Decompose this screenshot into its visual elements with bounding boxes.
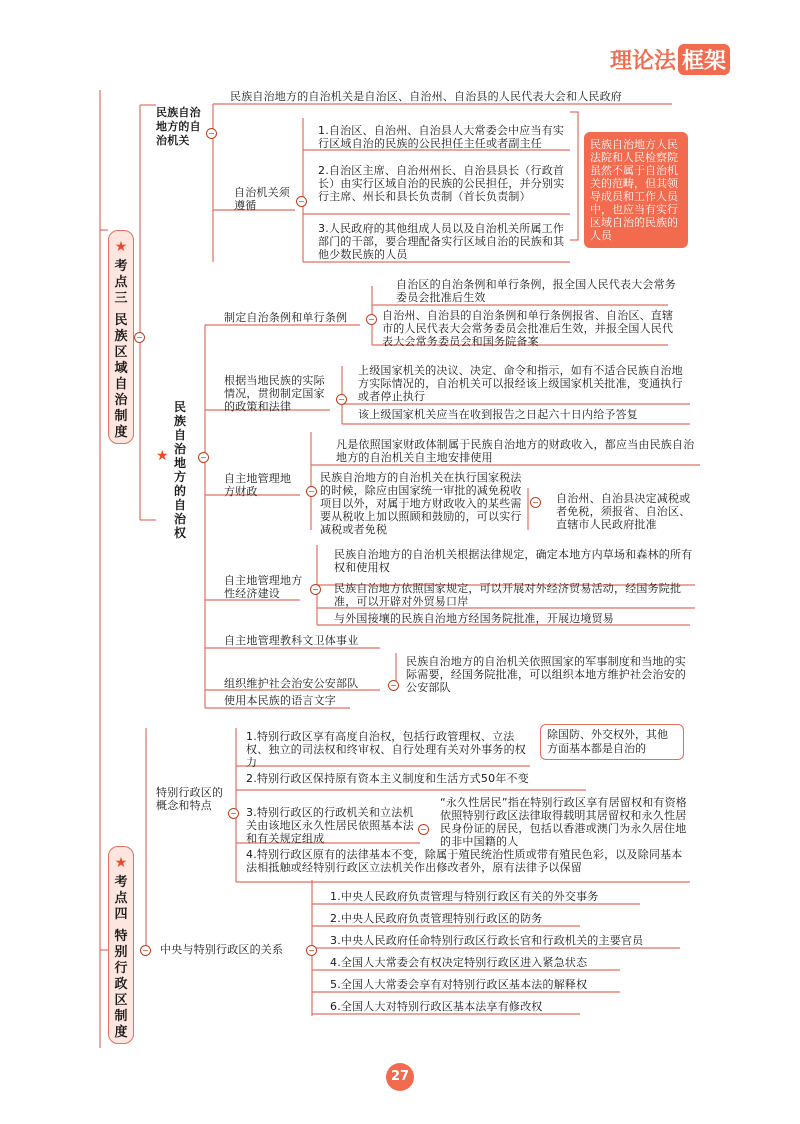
brand-text: 理论法 xyxy=(609,49,676,74)
relation-item-6: 6.全国人大对特别行政区基本法享有修改权 xyxy=(330,1000,543,1013)
collapse-icon[interactable]: − xyxy=(418,824,429,835)
relation-item-2: 2.中央人民政府负责管理特别行政区的防务 xyxy=(330,912,543,925)
organ-label: 民族自治地方的自治机关 xyxy=(156,106,201,147)
page-number: 27 xyxy=(386,1063,414,1091)
organ-definition: 民族自治地方的自治机关是自治区、自治州、自治县的人民代表大会和人民政府 xyxy=(230,90,622,103)
section4-label-sub: 特别行政区制度 xyxy=(114,929,128,1040)
collapse-icon[interactable]: − xyxy=(206,128,217,139)
collapse-icon[interactable]: − xyxy=(388,680,399,691)
relation-item-5: 5.全国人大常委会享有对特别行政区基本法的解释权 xyxy=(330,978,588,991)
economy-item-3: 与外国接壤的民族自治地方经国务院批准，开展边境贸易 xyxy=(334,612,614,625)
finance-label: 自主地管理地方财政 xyxy=(224,472,292,498)
legislation-item-1: 自治区的自治条例和单行条例，报全国人民代表大会常务委员会批准后生效 xyxy=(396,278,676,304)
concept-callout: 除国防、外交权外，其他方面基本都是自治的 xyxy=(540,724,684,760)
star-icon: ★ xyxy=(114,855,128,871)
collapse-icon[interactable]: − xyxy=(198,452,209,463)
concept-item-2: 2.特别行政区保持原有资本主义制度和生活方式50年不变 xyxy=(246,772,529,785)
organ-item-2: 2.自治区主席、自治州州长、自治县县长（行政首长）由实行区域自治的民族的公民担任，并分别实行主席、州长和县长负责制（首长负责制） xyxy=(318,164,565,203)
collapse-icon[interactable]: − xyxy=(336,394,347,405)
concept-label: 特别行政区的概念和特点 xyxy=(156,786,224,812)
collapse-icon[interactable]: − xyxy=(306,945,317,956)
flexible-item-2: 该上级国家机关应当在收到报告之日起六十日内给予答复 xyxy=(358,408,638,421)
economy-item-2: 民族自治地方依照国家规定，可以开展对外经济贸易活动，经国务院批准，可以开辟对外贸易口岸 xyxy=(334,582,682,608)
collapse-icon[interactable]: − xyxy=(530,497,541,508)
concept-note: “永久性居民”指在特别行政区享有居留权和有资格依照特别行政区法律取得载明其居留权和永久性居民身份证的居民，包括以香港或澳门为永久居住地的非中国籍的人 xyxy=(440,796,687,848)
flexible-item-1: 上级国家机关的决议、决定、命令和指示，如有不适合民族自治地方实际情况的，自治机关可以报经该上级国家机关批准，变通执行或者停止执行 xyxy=(358,364,683,403)
section4-label-main: 考点四 xyxy=(114,875,128,922)
police-label: 组织维护社会治安公安部队 xyxy=(224,677,359,690)
collapse-icon[interactable]: − xyxy=(310,584,321,595)
language-label: 使用本民族的语言文字 xyxy=(224,694,336,707)
section3-label xyxy=(108,230,134,444)
collapse-icon[interactable]: − xyxy=(296,196,307,207)
relation-item-3: 3.中央人民政府任命特别行政区行政长官和行政机关的主要官员 xyxy=(330,934,644,947)
relation-label: 中央与特别行政区的关系 xyxy=(160,943,284,956)
police-item: 民族自治地方的自治机关依照国家的军事制度和当地的实际需要，经国务院批准，可以组织本地方维护社会治安的公安部队 xyxy=(406,655,686,694)
legislation-item-2: 自治州、自治县的自治条例和单行条例报省、自治区、直辖市的人民代表大会常务委员会批准后生效，并报全国人民代表大会常务委员会和国务院备案 xyxy=(382,309,674,348)
section4-label xyxy=(108,846,134,1044)
finance-sub: 自治州、自治县决定减税或者免税，须报省、自治区、直辖市人民政府批准 xyxy=(556,492,691,531)
organ-callout: 民族自治地方人民法院和人民检察院虽然不属于自治机关的范畴，但其领导成员和工作人员中，也应当有实行区域自治的民族的人员 xyxy=(584,132,688,248)
economy-label: 自主地管理地方性经济建设 xyxy=(224,574,303,600)
collapse-icon[interactable]: − xyxy=(228,808,239,819)
finance-item-2: 民族自治地方的自治机关在执行国家税法的时候，除应由国家统一审批的减免税收项目以外，对属于地方财政收入的某些需要从税收上加以照顾和鼓励的，可以实行减税或者免税 xyxy=(320,471,522,536)
relation-item-4: 4.全国人大常委会有权决定特别行政区进入紧急状态 xyxy=(330,956,588,969)
organ-principle-label: 自治机关须遵循 xyxy=(234,186,290,212)
collapse-icon[interactable]: − xyxy=(366,314,377,325)
legislation-label: 制定自治条例和单行条例 xyxy=(224,311,348,324)
brand-tag: 框架 xyxy=(678,44,730,75)
organ-item-1: 1.自治区、自治州、自治县人大常委会中应当有实行区域自治的民族的公民担任主任或者副主任 xyxy=(318,124,565,150)
flexible-label: 根据当地民族的实际情况，贯彻制定国家的政策和法律 xyxy=(224,374,325,413)
section3-label-sub: 民族区域自治制度 xyxy=(114,313,128,440)
star-icon: ★ xyxy=(114,239,128,255)
collapse-icon[interactable]: − xyxy=(306,486,317,497)
rights-label: 民族自治地方的自治权 xyxy=(174,400,187,540)
section3-label-main: 考点三 xyxy=(114,259,128,306)
collapse-icon[interactable]: − xyxy=(140,945,151,956)
economy-item-1: 民族自治地方的自治机关根据法律规定，确定本地方内草场和森林的所有权和使用权 xyxy=(334,548,693,574)
concept-item-3: 3.特别行政区的行政机关和立法机关由该地区永久性居民依照基本法和有关规定组成 xyxy=(246,806,414,845)
relation-item-1: 1.中央人民政府负责管理与特别行政区有关的外交事务 xyxy=(330,890,599,903)
star-icon: ★ xyxy=(156,448,169,464)
finance-item-1: 凡是依照国家财政体制属于民族自治地方的财政收入，都应当由民族自治地方的自治机关自主地安排使用 xyxy=(336,438,695,464)
concept-item-1: 1.特别行政区享有高度自治权，包括行政管理权、立法权、独立的司法权和终审权、自行处理有关对外事务的权力 xyxy=(246,730,526,769)
collapse-icon[interactable]: − xyxy=(134,332,145,343)
concept-item-4: 4.特别行政区原有的法律基本不变，除属于殖民统治性质或带有殖民色彩，以及除同基本法相抵触或经特别行政区立法机关作出修改者外，原有法律予以保留 xyxy=(246,848,683,874)
organ-item-3: 3.人民政府的其他组成人员以及自治机关所属工作部门的干部，要合理配备实行区域自治的民族和其他少数民族的人员 xyxy=(318,222,565,261)
education-label: 自主地管理教科文卫体事业 xyxy=(224,634,359,647)
